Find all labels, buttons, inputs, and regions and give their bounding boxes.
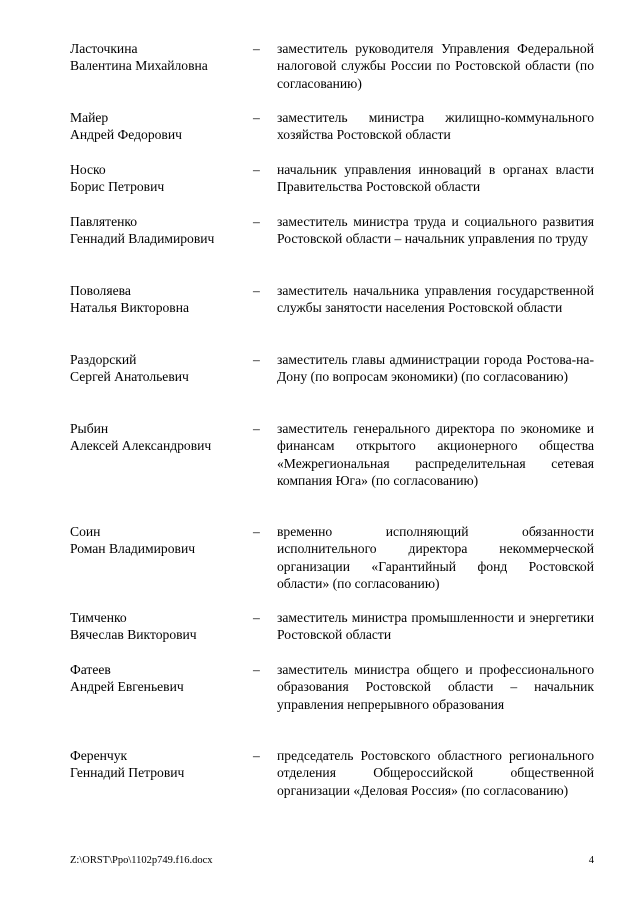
member-given-name: Андрей Евгеньевич bbox=[70, 679, 184, 695]
separator-dash: – bbox=[253, 162, 260, 177]
member-given-name: Вячеслав Викторович bbox=[70, 627, 197, 643]
member-name bbox=[70, 747, 240, 782]
member-given-name: Борис Петрович bbox=[70, 179, 165, 195]
member-surname: Ласточкина bbox=[70, 41, 138, 56]
member-surname: Носко bbox=[70, 162, 106, 177]
member-given-name: Геннадий Петрович bbox=[70, 765, 185, 781]
member-given-name: Сергей Анатольевич bbox=[70, 369, 189, 385]
member-name bbox=[70, 609, 240, 644]
separator-dash: – bbox=[253, 748, 260, 763]
member-surname: Поволяева bbox=[70, 283, 131, 298]
separator-dash: – bbox=[253, 421, 260, 436]
member-position: председатель Ростовского областного регионального отделения Общероссийской общественной организации «Деловая Россия» (по согласованию) bbox=[277, 748, 594, 798]
member-position: временно исполняющий обязанности исполнительного директора некоммерческой организации «Гарантийный фонд Ростовской области» (по согласованию) bbox=[277, 524, 594, 591]
separator-dash: – bbox=[253, 110, 260, 125]
separator-dash: – bbox=[253, 662, 260, 677]
member-position: начальник управления инноваций в органах власти Правительства Ростовской области bbox=[277, 162, 594, 195]
member-name bbox=[70, 420, 240, 455]
member-given-name: Валентина Михайловна bbox=[70, 58, 208, 74]
member-name bbox=[70, 351, 240, 386]
member-position: заместитель министра жилищно-коммунального хозяйства Ростовской области bbox=[277, 110, 594, 143]
member-given-name: Наталья Викторовна bbox=[70, 300, 190, 316]
member-given-name: Роман Владимирович bbox=[70, 541, 196, 557]
member-position: заместитель начальника управления государственной службы занятости населения Ростовской области bbox=[277, 283, 594, 316]
member-surname: Соин bbox=[70, 524, 101, 539]
member-name bbox=[70, 161, 240, 196]
separator-dash: – bbox=[253, 41, 260, 56]
separator-dash: – bbox=[253, 610, 260, 625]
member-position: заместитель министра промышленности и энергетики Ростовской области bbox=[277, 610, 594, 643]
member-name bbox=[70, 40, 240, 75]
member-given-name: Геннадий Владимирович bbox=[70, 231, 215, 247]
member-surname: Раздорский bbox=[70, 352, 137, 367]
member-name bbox=[70, 109, 240, 144]
member-surname: Майер bbox=[70, 110, 109, 125]
member-name bbox=[70, 213, 240, 248]
member-position: заместитель министра общего и профессионального образования Ростовской области – начальник управления непрерывного образования bbox=[277, 662, 594, 712]
member-given-name: Андрей Федорович bbox=[70, 127, 182, 143]
member-surname: Павлятенко bbox=[70, 214, 138, 229]
footer-file-path: Z:\ORST\Ppo\1102p749.f16.docx bbox=[70, 855, 213, 866]
member-position: заместитель генерального директора по экономике и финансам открытого акционерного общества «Межрегиональная распределительная сетевая компания Юга» (по согласованию) bbox=[277, 421, 594, 488]
member-given-name: Алексей Александрович bbox=[70, 438, 212, 454]
member-surname: Ференчук bbox=[70, 748, 128, 763]
member-position: заместитель министра труда и социального развития Ростовской области – начальник управления по труду bbox=[277, 214, 594, 247]
member-name bbox=[70, 523, 240, 558]
separator-dash: – bbox=[253, 352, 260, 367]
member-position: заместитель главы администрации города Ростова-на-Дону (по вопросам экономики) (по согласованию) bbox=[277, 352, 594, 385]
separator-dash: – bbox=[253, 283, 260, 298]
member-position: заместитель руководителя Управления Федеральной налоговой службы России по Ростовской области (по согласованию) bbox=[277, 41, 594, 91]
member-surname: Тимченко bbox=[70, 610, 127, 625]
separator-dash: – bbox=[253, 214, 260, 229]
member-name bbox=[70, 282, 240, 317]
page-number: 4 bbox=[588, 855, 594, 866]
member-surname: Фатеев bbox=[70, 662, 111, 677]
member-name bbox=[70, 661, 240, 696]
member-surname: Рыбин bbox=[70, 421, 109, 436]
separator-dash: – bbox=[253, 524, 260, 539]
